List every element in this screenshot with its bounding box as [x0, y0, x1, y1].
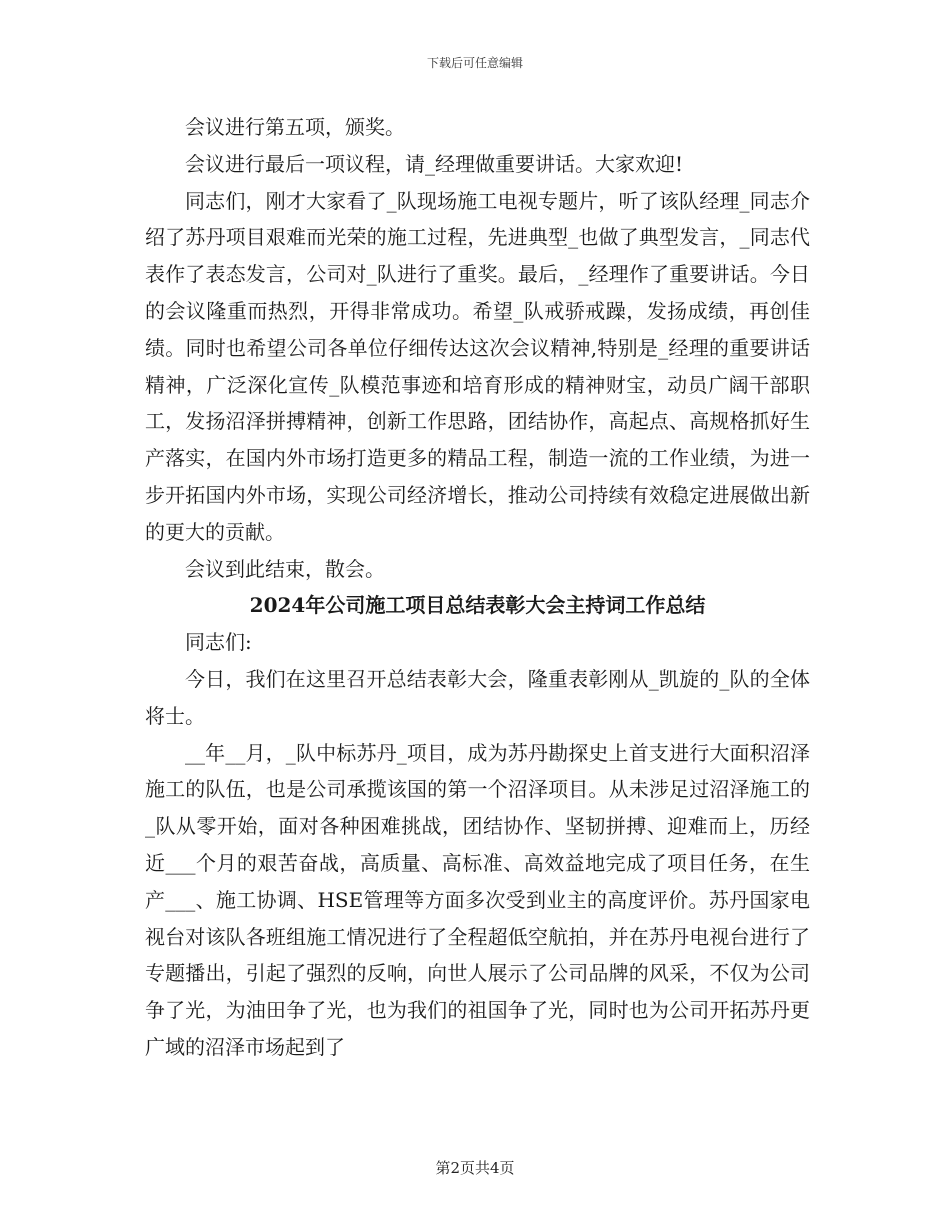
page-header: 下载后可任意编辑: [426, 56, 523, 70]
section-title: 2024年公司施工项目总结表彰大会主持词工作总结: [249, 593, 706, 618]
paragraph: 同志们，刚才大家看了_队现场施工电视专题片，听了该队经理_同志介绍了苏丹项目艰难而光荣的施工过程，先进典型_也做了典型发言，_同志代表作了表态发言，公司对_队进行了重奖。最后，_经理作了重要讲话。今日的会议隆重而热烈，开得非常成功。希望_队戒骄戒躁，发扬成绩，再创佳绩。同时也希望公司各单位仔细传达这次会议精神,特别是_经理的重要讲话精神，广泛深化宣传_队模范事迹和培育形成的精神财宝，动员广阔干部职工，发扬沼泽拼搏精神，创新工作思路，团结协作，高起点、高规格抓好生产落实，在国内外市场打造更多的精品工程，制造一流的工作业绩，为进一步开拓国内外市场，实现公司经济增长，推动公司持续有效稳定进展做出新的更大的贡献。: [145, 188, 810, 544]
paragraph: __年__月，_队中标苏丹_项目，成为苏丹勘探史上首支进行大面积沼泽施工的队伍，也是公司承揽该国的第一个沼泽项目。从未涉足过沼泽施工的_队从零开始，面对各种困难挑战，团结协作、坚韧拼搏、迎难而上，历经近___个月的艰苦奋战，高质量、高标准、高效益地完成了项目任务，在生产___、施工协调、HSE管理等方面多次受到业主的高度评价。苏丹国家电视台对该队各班组施工情况进行了全程超低空航拍，并在苏丹电视台进行了专题播出，引起了强烈的反响，向世人展示了公司品牌的风采，不仅为公司争了光，为油田争了光，也为我们的祖国争了光，同时也为公司开拓苏丹更广域的沼泽市场起到了: [145, 740, 810, 1059]
document-body: [145, 109, 810, 1066]
paragraph: 今日，我们在这里召开总结表彰大会，隆重表彰刚从_凯旋的_队的全体将士。: [145, 666, 810, 728]
page-number: 第2页共4页: [435, 1159, 515, 1177]
paragraph: 会议到此结束，散会。: [185, 556, 385, 581]
paragraph: 同志们:: [185, 630, 252, 655]
paragraph: 会议进行最后一项议程，请_经理做重要讲话。大家欢迎!: [185, 151, 684, 176]
paragraph: 会议进行第五项，颁奖。: [185, 115, 405, 139]
